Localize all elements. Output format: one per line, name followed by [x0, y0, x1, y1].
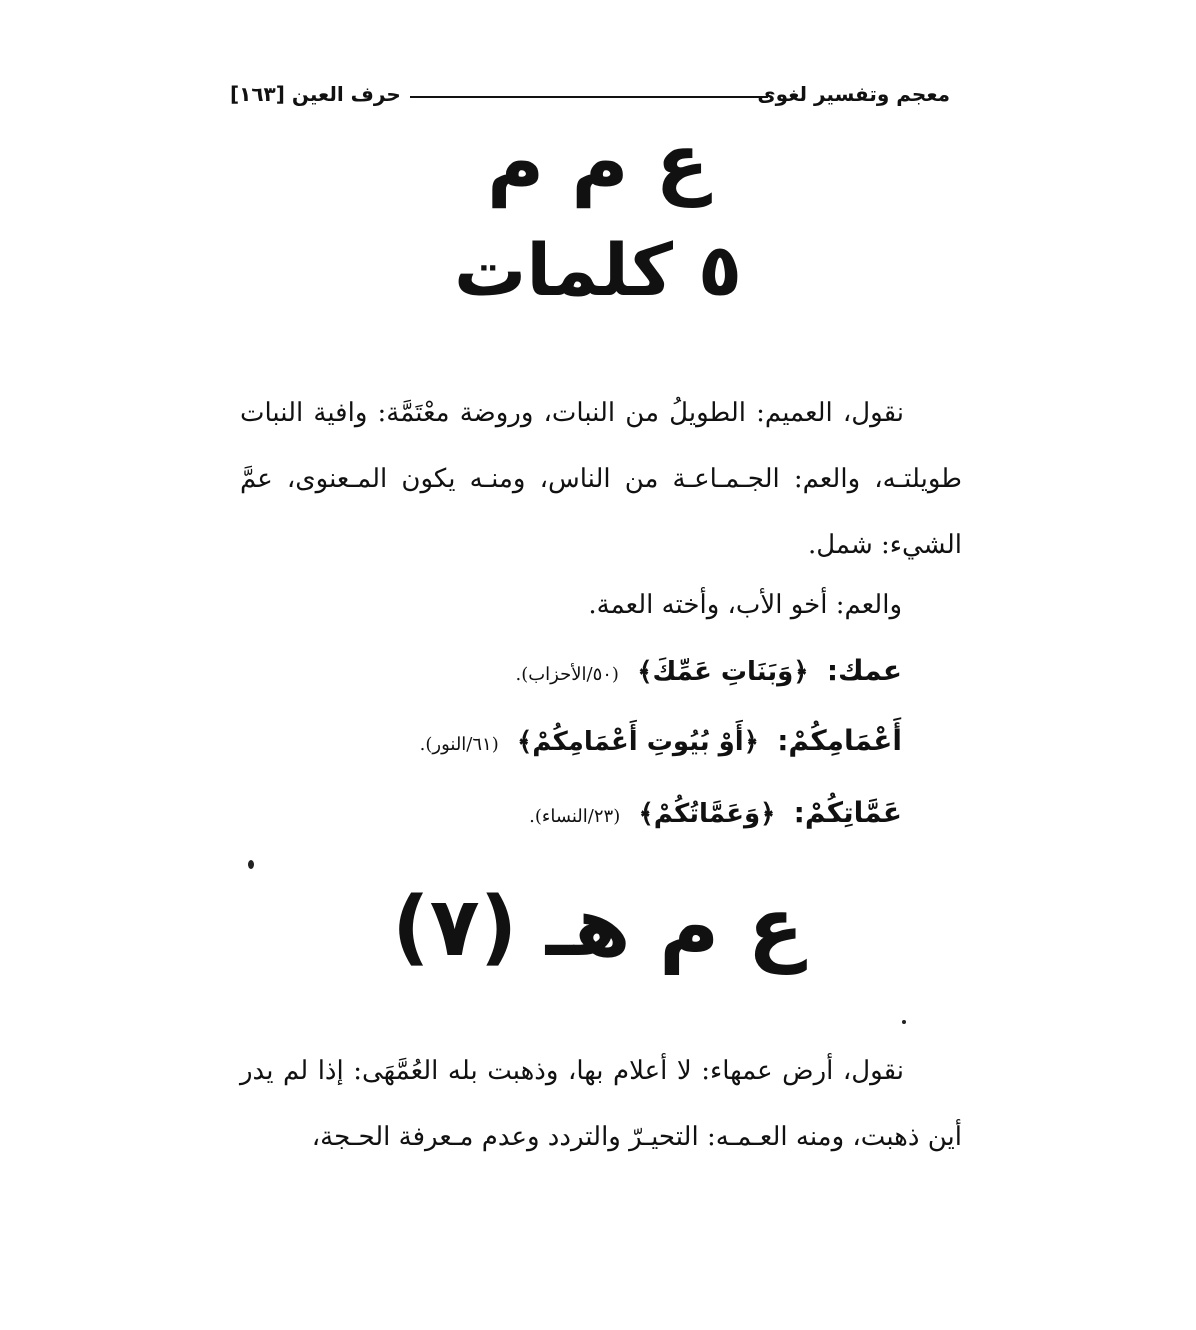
- root-heading: ع م م: [487, 118, 709, 208]
- entry-verse: ﴿وَبَنَاتِ عَمِّكَ﴾: [637, 657, 809, 687]
- scan-speck: [248, 860, 254, 869]
- entry-verse: ﴿أَوْ بُيُوتِ أَعْمَامِكُمْ﴾: [517, 727, 759, 757]
- root-heading: ع م هـ (٧): [392, 880, 804, 975]
- entry-word: أَعْمَامِكُمْ:: [777, 724, 902, 757]
- uncle-definition: والعم: أخو الأب، وأخته العمة.: [588, 590, 902, 620]
- word-count-heading: ٥ كلمات: [454, 228, 742, 312]
- definition-paragraph: نقول، العميم: الطويلُ من النبات، وروضة معْتَمَّة: وافية النبات طويلتـه، والعم: الجـمـاعـة من الناس، ومنـه يكون المـعنوى، عمَّ الشيء: شمل.: [240, 398, 962, 560]
- entry-reference: (٦١/النور).: [419, 734, 499, 755]
- entry-reference: (٢٣/النساء).: [529, 806, 621, 827]
- definition-paragraph: نقول، أرض عمهاء: لا أعلام بها، وذهبت بله العُمَّهَى: إذا لم يدر أين ذهبت، ومنه العـمـه: التحيـرّ والتردد وعدم مـعرفة الحـجة،: [240, 1056, 962, 1152]
- entry-word: عَمَّاتِكُمْ:: [793, 796, 902, 829]
- quran-entry: [529, 796, 902, 829]
- entry-word: عمك:: [826, 654, 902, 687]
- entry-reference: (٥٠/الأحزاب).: [515, 664, 619, 685]
- quran-entry: [515, 654, 902, 687]
- running-header: [230, 82, 950, 110]
- entry-verse: ﴿وَعَمَّاتُكُمْ﴾: [638, 799, 776, 829]
- quran-entry: [420, 724, 902, 757]
- header-rule: [410, 96, 768, 98]
- chapter-indicator: حرف العين [١٦٣]: [230, 82, 401, 106]
- scan-speck: [902, 1020, 906, 1024]
- book-title: معجم وتفسير لغوى: [757, 82, 950, 106]
